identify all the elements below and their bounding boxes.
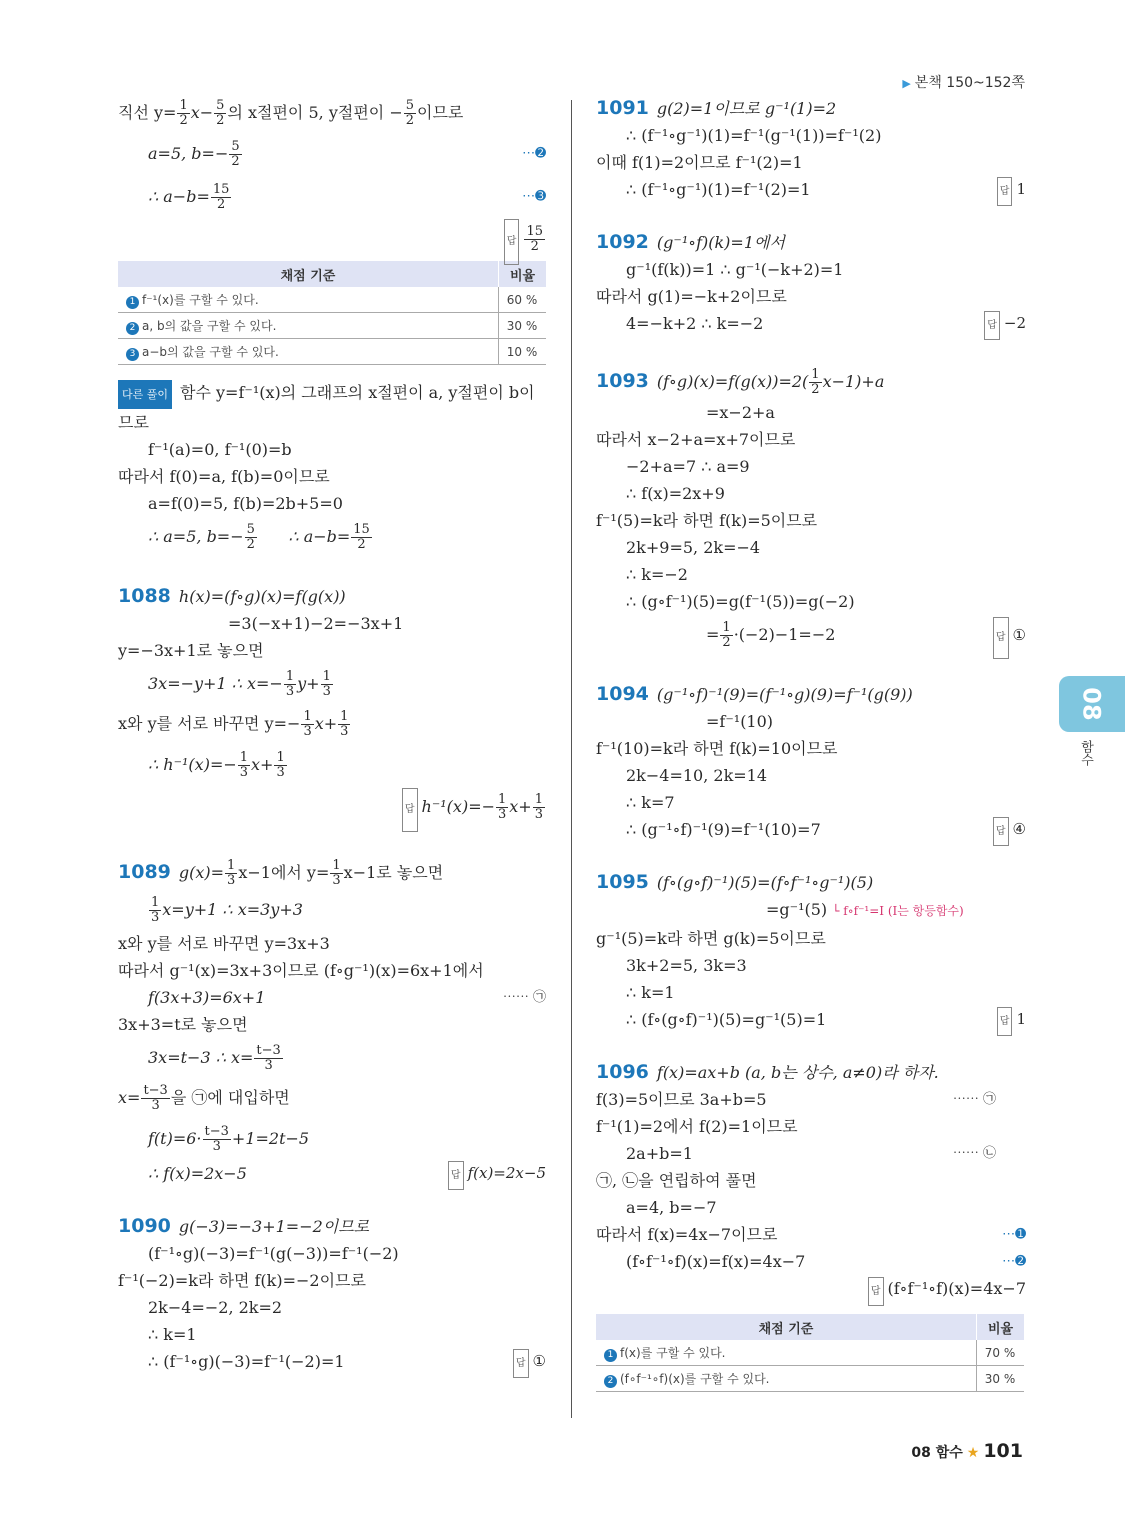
table-row: 2 (f∘f⁻¹∘f)(x)를 구할 수 있다. 30 % xyxy=(596,1366,1024,1392)
answer-line: 답 1 xyxy=(997,1006,1026,1036)
alt-solution-tag: 다른 풀이 xyxy=(118,380,172,409)
scoring-table-2: 채점 기준 비율 1 f(x)를 구할 수 있다. 70 % 2 (f∘f⁻¹∘f)(x)를 구할 수 있다. 30 % xyxy=(596,1314,1024,1392)
problem-1095: 1095 (f∘(g∘f)⁻¹)(5)=(f∘f⁻¹∘g⁻¹)(5) xyxy=(596,871,874,893)
table-row: 3 a−b의 값을 구할 수 있다. 10 % xyxy=(118,339,546,365)
star-icon: ★ xyxy=(966,1445,980,1461)
answer-line: 답 ④ xyxy=(993,816,1026,846)
problem-1096: 1096 f(x)=ax+b (a, b는 상수, a≠0)라 하자. xyxy=(596,1061,939,1083)
problem-1089: 1089 g(x)= $\frac{1}{3}$ x−1에서 y= $\frac{1}{3}$ x−1로 놓으면 xyxy=(118,858,444,888)
step-3-tag: ⋯➌ xyxy=(522,189,546,204)
identity-note: └ f∘f⁻¹=I (I는 항등함수) xyxy=(832,904,964,918)
step-2-tag: ⋯➋ xyxy=(1002,1254,1026,1269)
answer-icon: 답 xyxy=(993,617,1009,659)
problem-1090: 1090 g(−3)=−3+1=−2이므로 xyxy=(118,1215,370,1237)
answer-line: 답 h⁻¹(x)=− $\frac{1}{3}$ x+ $\frac{1}{3}$ xyxy=(118,786,546,828)
left-column: 직선 y= $\frac{1}{2}$ x− $\frac{5}{2}$ 의 x절편이 5, y절편이 − $\frac{5}{2}$ 이므로 a=5, b=− $\frac{5}{2}$ ⋯➋ ∴ a−b= $\frac{15}{2}$ ⋯➌ 답 $\frac{15}{2}$ 채점 기준 비율 1 f⁻¹(x)를 구할 수 있다. 60 % 2 a, b의 값을 구할 수 있다. 30 % 3 a−b의 값을 구할 수 있다. 10 % 다른 풀이 함수 y=f⁻¹(x)의 그래프의 x절편이 a, y절편이 b이 므로 f⁻¹(a)=0, f⁻¹(0)=b 따라서 f(0)=a, f(b)=0이므로 a=f(0)=5, f(b)=2b+5=0 ∴ a=5, b=− $\frac{5}{2}$ ∴ a−b= $\frac{15}{2}$ 1088 h(x)=(f∘g)(x)=f(g(x)) =3(−x+1)−2=−3x+1 y=−3x+1로 놓으면 3x=−y+1 ∴ x=− $\frac{1}{3}$ y+ $\frac{1}{3}$ x와 y를 서로 바꾸면 y=− $\frac{1}{3}$ x+ $\frac{1}{3}$ ∴ h⁻¹(x)=− $\frac{1}{3}$ x+ $\frac{1}{3}$ 답 h⁻¹(x)=− $\frac{1}{3}$ x+ $\frac{1}{3}$ 1089 g(x)= $\frac{1}{3}$ x−1에서 y= $\frac{1}{3}$ x−1로 놓으면 $\frac{1}{3}$ x=y+1 ∴ x=3y+3 x와 y를 서로 바꾸면 y=3x+3 따라서 g⁻¹(x)=3x+3이므로 (f∘g⁻¹)(x)=6x+1에서 f(3x+3)=6x+1 ⋯⋯ ㉠ 3x+3=t로 놓으면 3x=t−3 ∴ x= $\frac{t-3}{3}$ x= $\frac{t-3}{3}$ 을 ㉠에 대입하면 f(t)=6· $\frac{t-3}{3}$ +1=2t−5 ∴ f(x)=2x−5 답 f(x)=2x−5 1090 g(−3)=−3+1=−2이므로 (f⁻¹∘g)(−3)=f⁻¹(g(−3))=f⁻¹(−2) f⁻¹(−2)=k라 하면 f(k)=−2이므로 2k−4=−2, 2k=2 ∴ k=1 ∴ (f⁻¹∘g)(−3)=f⁻¹(−2)=1 답 ① xyxy=(118,95,546,1375)
right-column: 1091 g(2)=1이므로 g⁻¹(1)=2 ∴ (f⁻¹∘g⁻¹)(1)=f⁻¹(g⁻¹(1))=f⁻¹(2) 이때 f(1)=2이므로 f⁻¹(2)=1 ∴ (f⁻¹∘g⁻¹)(1)=f⁻¹(2)=1 답 1 1092 (g⁻¹∘f)(k)=1에서 g⁻¹(f(k))=1 ∴ g⁻¹(−k+2)=1 따라서 g(1)=−k+2이므로 4=−k+2 ∴ k=−2 답 −2 1093 (f∘g)(x)=f(g(x))=2( $\frac{1}{2}$ x−1)+a =x−2+a 따라서 x−2+a=x+7이므로 −2+a=7 ∴ a=9 ∴ f(x)=2x+9 f⁻¹(5)=k라 하면 f(k)=5이므로 2k+9=5, 2k=−4 ∴ k=−2 ∴ (g∘f⁻¹)(5)=g(f⁻¹(5))=g(−2) = $\frac{1}{2}$ ·(−2)−1=−2 답 ① 1094 (g⁻¹∘f)⁻¹(9)=(f⁻¹∘g)(9)=f⁻¹(g(9)) =f⁻¹(10) f⁻¹(10)=k라 하면 f(k)=10이므로 2k−4=10, 2k=14 ∴ k=7 ∴ (g⁻¹∘f)⁻¹(9)=f⁻¹(10)=7 답 ④ 1095 (f∘(g∘f)⁻¹)(5)=(f∘f⁻¹∘g⁻¹)(5) =g⁻¹(5) └ f∘f⁻¹=I (I는 항등함수) g⁻¹(5)=k라 하면 g(k)=5이므로 3k+2=5, 3k=3 ∴ k=1 ∴ (f∘(g∘f)⁻¹)(5)=g⁻¹(5)=1 답 1 1096 f(x)=ax+b (a, b는 상수, a≠0)라 하자. f(3)=5이므로 3a+b=5 ⋯⋯ ㉠ f⁻¹(1)=2에서 f(2)=1이므로 2a+b=1 ⋯⋯ ㉡ ㉠, ㉡을 연립하여 풀면 a=4, b=−7 따라서 f(x)=4x−7이므로 ⋯➊ (f∘f⁻¹∘f)(x)=f(x)=4x−7 ⋯➋ 답 (f∘f⁻¹∘f)(x)=4x−7 채점 기준 비율 1 f(x)를 구할 수 있다. 70 % 2 (f∘f⁻¹∘f)(x)를 구할 수 있다. 30 % xyxy=(596,95,1026,1392)
answer-icon: 답 xyxy=(997,1007,1013,1036)
chapter-label: 함수 xyxy=(1078,740,1093,766)
arrow-icon: ▶ xyxy=(902,77,911,90)
problem-1094: 1094 (g⁻¹∘f)⁻¹(9)=(f⁻¹∘g)(9)=f⁻¹(g(9)) xyxy=(596,683,913,705)
problem-1093: 1093 (f∘g)(x)=f(g(x))=2( $\frac{1}{2}$ x−1)+a xyxy=(596,367,885,397)
answer-line: 답 1 xyxy=(997,176,1026,206)
answer-icon: 답 xyxy=(984,311,1000,340)
page-number: 101 xyxy=(983,1440,1023,1462)
answer-icon: 답 xyxy=(868,1277,884,1306)
alt-solution-line: 다른 풀이 함수 y=f⁻¹(x)의 그래프의 x절편이 a, y절편이 b이 xyxy=(118,379,546,409)
problem-1088: 1088 h(x)=(f∘g)(x)=f(g(x)) xyxy=(118,585,346,607)
answer-line: 답 ① xyxy=(993,615,1026,659)
table-row: 1 f⁻¹(x)를 구할 수 있다. 60 % xyxy=(118,287,546,313)
column-divider xyxy=(571,100,572,1418)
answer-icon: 답 xyxy=(504,219,520,265)
answer-line: 답 $\frac{15}{2}$ xyxy=(118,217,546,261)
problem-1092: 1092 (g⁻¹∘f)(k)=1에서 xyxy=(596,231,785,253)
answer-icon: 답 xyxy=(448,1161,464,1190)
line-a-minus-b: ∴ a−b= $\frac{15}{2}$ ⋯➌ xyxy=(118,177,546,217)
line-ab: a=5, b=− $\frac{5}{2}$ ⋯➋ xyxy=(118,131,546,177)
answer-icon: 답 xyxy=(997,177,1013,206)
answer-icon: 답 xyxy=(993,817,1009,846)
problem-1091: 1091 g(2)=1이므로 g⁻¹(1)=2 xyxy=(596,97,837,119)
page-footer: 08 함수 ★ 101 xyxy=(911,1440,1023,1462)
table-row: 1 f(x)를 구할 수 있다. 70 % xyxy=(596,1340,1024,1366)
answer-icon: 답 xyxy=(513,1349,529,1378)
answer-line: 답 −2 xyxy=(984,310,1026,340)
answer-line: 답 (f∘f⁻¹∘f)(x)=4x−7 xyxy=(596,1275,1026,1306)
answer-line: 답 f(x)=2x−5 xyxy=(448,1160,546,1190)
answer-icon: 답 xyxy=(402,788,418,832)
intro-line: 직선 y= $\frac{1}{2}$ x− $\frac{5}{2}$ 의 x절편이 5, y절편이 − $\frac{5}{2}$ 이므로 xyxy=(118,98,464,128)
step-1-tag: ⋯➊ xyxy=(1002,1227,1026,1242)
table-row: 2 a, b의 값을 구할 수 있다. 30 % xyxy=(118,313,546,339)
chapter-tab: 08 xyxy=(1059,676,1125,732)
answer-line: 답 ① xyxy=(513,1348,546,1378)
step-2-tag: ⋯➋ xyxy=(522,146,546,161)
scoring-table-1: 채점 기준 비율 1 f⁻¹(x)를 구할 수 있다. 60 % 2 a, b의 값을 구할 수 있다. 30 % 3 a−b의 값을 구할 수 있다. 10 % xyxy=(118,261,546,365)
page-reference: ▶ 본책 150~152쪽 xyxy=(902,75,1025,91)
